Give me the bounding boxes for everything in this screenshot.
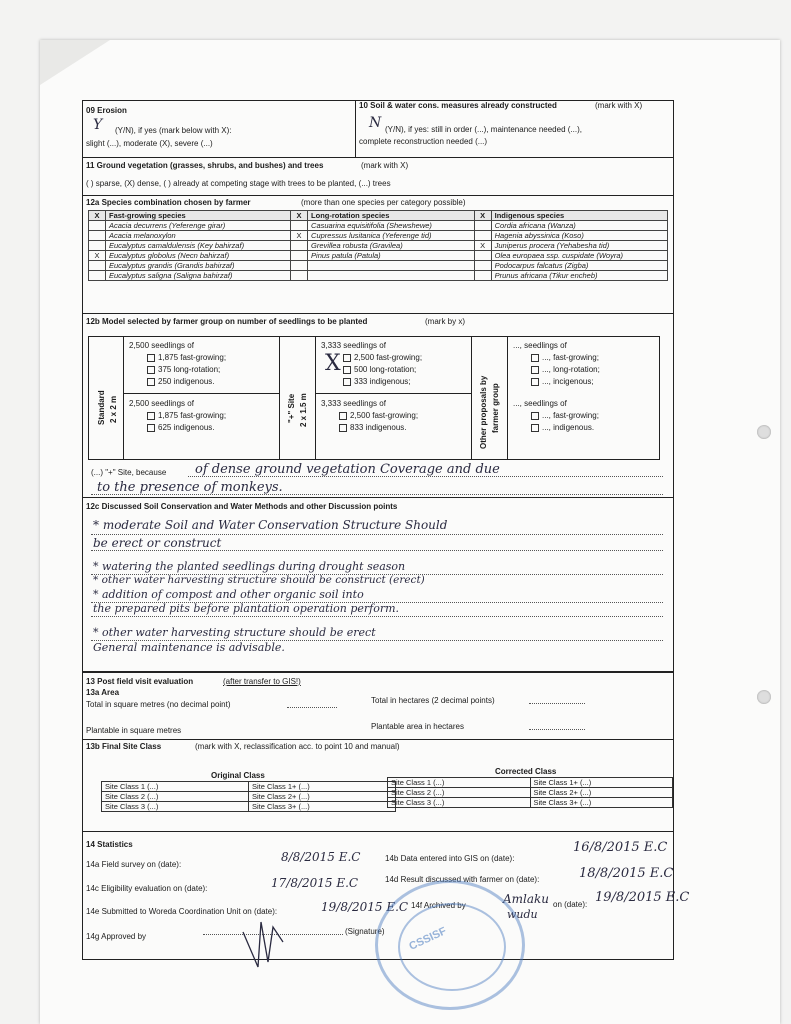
species-row xyxy=(89,221,668,231)
species-header-row xyxy=(89,211,668,221)
discussion-line: * other water harvesting structure should be construct (erect) xyxy=(93,574,425,586)
mark-cell xyxy=(291,221,308,231)
class-title: 13b Final Site Class xyxy=(86,742,162,751)
species-title: 12a Species combination chosen by farmer xyxy=(86,198,251,207)
section-species xyxy=(83,195,673,313)
species-note: (more than one species per category possible) xyxy=(301,198,466,207)
archived-on-label: on (date): xyxy=(553,900,588,909)
mark-cell xyxy=(474,251,491,261)
long-species: Casuarina equisitifolia (Shewshewe) xyxy=(308,221,475,231)
fast-species: Acacia decurrens (Yeferenge girar) xyxy=(106,221,291,231)
soilwater-note: (mark with X) xyxy=(595,101,643,110)
model-mark: X xyxy=(325,351,341,376)
standard-label: Standard xyxy=(97,390,106,425)
vegetation-options: ( ) sparse, (X) dense, ( ) already at competing stage with trees to be planted, (...) trees xyxy=(86,179,391,188)
mark-cell xyxy=(89,241,106,251)
soilwater-title: 10 Soil & water cons. measures already constructed xyxy=(359,101,557,110)
indig-species: Prunus africana (Tikur encheb) xyxy=(491,271,667,281)
approved-label: 14g Approved by xyxy=(86,932,147,941)
long-species xyxy=(308,261,475,271)
plus-a-item: 2,500 fast-growing; xyxy=(343,353,422,362)
indig-species: Podocarpus falcatus (Zigba) xyxy=(491,261,667,271)
gis-date-label: 14b Data entered into GIS on (date): xyxy=(385,854,515,863)
site-class-option[interactable]: Site Class 3 (...) xyxy=(388,798,531,808)
mark-cell xyxy=(474,231,491,241)
standard-size: 2 x 2 m xyxy=(109,395,118,423)
standard-a-item: 375 long-rotation; xyxy=(147,365,220,374)
site-class-option[interactable]: Site Class 3 (...) xyxy=(102,802,249,812)
species-row xyxy=(89,261,668,271)
submitted-date-label: 14e Submitted to Woreda Coordination Unit on (date): xyxy=(86,907,278,916)
archived-date: 19/8/2015 E.C xyxy=(595,890,690,905)
fast-species: Acacia melanoxylon xyxy=(106,231,291,241)
plant-sqm-label: Plantable in square metres xyxy=(86,726,182,735)
indig-species: Cordia africana (Wanza) xyxy=(491,221,667,231)
site-class-option[interactable]: Site Class 2+ (...) xyxy=(249,792,396,802)
submitted-date: 19/8/2015 E.C xyxy=(321,900,409,914)
other-a-item: ..., fast-growing; xyxy=(531,353,599,362)
long-species: Pinus patula (Patula) xyxy=(308,251,475,261)
mark-cell xyxy=(89,221,106,231)
other-b-item: ..., indigenous. xyxy=(531,423,594,432)
other-b-item: ..., fast-growing; xyxy=(531,411,599,420)
header-x: X xyxy=(89,211,106,221)
mark-cell xyxy=(474,271,491,281)
postvisit-note: (after transfer to GIS!) xyxy=(223,677,301,686)
model-grid xyxy=(88,336,660,460)
divider xyxy=(355,101,356,157)
other-label2: farmer group xyxy=(491,383,500,433)
because-label: (...) "+" Site, because xyxy=(91,468,167,477)
fast-species: Eucalyptus grandis (Grandis bahirzaf) xyxy=(106,261,291,271)
standard-b-item: 1,875 fast-growing; xyxy=(147,411,226,420)
plus-b-head: 3,333 seedlings of xyxy=(321,399,386,408)
because-reason: of dense ground vegetation Coverage and due xyxy=(195,462,500,477)
because-reason: to the presence of monkeys. xyxy=(97,480,283,495)
plant-ha-label: Plantable area in hectares xyxy=(371,722,464,731)
punch-hole xyxy=(757,425,771,439)
erosion-answer: Y xyxy=(93,117,103,133)
plus-a-item: 500 long-rotation; xyxy=(343,365,416,374)
plus-site-label: "+" Site xyxy=(287,393,296,423)
corrected-class-table xyxy=(387,777,673,808)
archived-label: 14f Archived by xyxy=(411,901,466,910)
indig-species: Hagenia abyssinica (Koso) xyxy=(491,231,667,241)
standard-a-item: 1,875 fast-growing; xyxy=(147,353,226,362)
mark-cell xyxy=(291,241,308,251)
official-stamp xyxy=(375,880,525,1010)
standard-b-item: 625 indigenous. xyxy=(147,423,215,432)
soilwater-answer: N xyxy=(369,115,382,131)
species-row xyxy=(89,241,668,251)
long-species: Cupressus lusitanica (Yeferenge tid) xyxy=(308,231,475,241)
soilwater-question: (Y/N), if yes: still in order (...), maintenance needed (...), xyxy=(385,125,582,134)
other-a-item: ..., long-rotation; xyxy=(531,365,600,374)
site-class-option[interactable]: Site Class 2 (...) xyxy=(388,788,531,798)
erosion-question: (Y/N), if yes (mark below with X): xyxy=(115,126,232,135)
soilwater-question2: complete reconstruction needed (...) xyxy=(359,137,488,146)
mark-cell xyxy=(474,221,491,231)
survey-form xyxy=(82,100,690,960)
survey-date-label: 14a Field survey on (date): xyxy=(86,860,182,869)
model-note: (mark by x) xyxy=(425,317,465,326)
postvisit-title: 13 Post field visit evaluation xyxy=(86,677,194,686)
discussion-line: * watering the planted seedlings during drought season xyxy=(93,560,406,573)
indig-species: Olea europaea ssp. cuspidate (Woyra) xyxy=(491,251,667,261)
section-discussion xyxy=(83,497,673,659)
mark-cell xyxy=(291,251,308,261)
mark-cell xyxy=(89,261,106,271)
stats-title: 14 Statistics xyxy=(86,840,133,849)
plus-site-size: 2 x 1.5 m xyxy=(299,393,308,427)
site-class-option[interactable]: Site Class 1 (...) xyxy=(102,782,249,792)
site-class-option[interactable]: Site Class 2 (...) xyxy=(102,792,249,802)
long-species: Grevillea robusta (Gravilea) xyxy=(308,241,475,251)
site-class-option[interactable]: Site Class 2+ (...) xyxy=(530,788,673,798)
discussion-line: * moderate Soil and Water Conservation Structure Should xyxy=(93,518,448,532)
class-note: (mark with X, reclassification acc. to point 10 and manual) xyxy=(195,742,400,751)
mark-cell: X xyxy=(474,241,491,251)
eligibility-date: 17/8/2015 E.C xyxy=(271,876,359,890)
archived-name: Amlaku xyxy=(503,892,550,906)
fast-species: Eucalyptus globolus (Necn bahirzaf) xyxy=(106,251,291,261)
discussion-line: General maintenance is advisable. xyxy=(93,641,285,654)
other-a-head: ..., seedlings of xyxy=(513,341,567,350)
mark-cell: X xyxy=(89,251,106,261)
discussion-line: * other water harvesting structure should be erect xyxy=(93,626,376,639)
corrected-class-head: Corrected Class xyxy=(495,767,557,776)
standard-b-head: 2,500 seedlings of xyxy=(129,399,194,408)
total-ha-label: Total in hectares (2 decimal points) xyxy=(371,696,495,705)
mark-cell xyxy=(89,271,106,281)
mark-cell xyxy=(89,231,106,241)
mark-cell: X xyxy=(291,231,308,241)
plus-a-item: 333 indigenous; xyxy=(343,377,411,386)
stamp-text: CSSISF xyxy=(407,925,449,953)
discussion-line: the prepared pits before plantation operation perform. xyxy=(93,602,400,615)
model-title: 12b Model selected by farmer group on number of seedlings to be planted xyxy=(86,317,368,326)
other-b-head: ..., seedlings of xyxy=(513,399,567,408)
erosion-options: slight (...), moderate (X), severe (...) xyxy=(86,139,213,148)
erosion-title: 09 Erosion xyxy=(86,106,127,115)
site-class-option[interactable]: Site Class 3+ (...) xyxy=(530,798,673,808)
signature-label: (Signature) xyxy=(345,927,385,936)
section-model xyxy=(83,313,673,509)
other-label: Other proposals by xyxy=(479,375,488,449)
archived-name2: wudu xyxy=(507,908,538,921)
original-class-table xyxy=(101,781,396,812)
discussed-date-label: 14d Result discussed with farmer on (date): xyxy=(385,875,540,884)
total-sqm-label: Total in square metres (no decimal point) xyxy=(86,700,231,709)
section-vegetation xyxy=(83,157,673,195)
species-row xyxy=(89,271,668,281)
discussed-date: 18/8/2015 E.C xyxy=(579,866,674,881)
header-fast: Fast-growing species xyxy=(106,211,291,221)
discussion-line: be erect or construct xyxy=(93,536,222,550)
survey-date: 8/8/2015 E.C xyxy=(281,850,361,864)
header-x: X xyxy=(291,211,308,221)
site-class-option[interactable]: Site Class 1+ (...) xyxy=(530,778,673,788)
fast-species: Eucalyptus camaldulensis (Key bahirzaf) xyxy=(106,241,291,251)
discussion-line: * addition of compost and other organic soil into xyxy=(93,588,364,601)
site-class-option[interactable]: Site Class 3+ (...) xyxy=(249,802,396,812)
species-row xyxy=(89,251,668,261)
folded-corner xyxy=(40,40,110,85)
original-class-head: Original Class xyxy=(211,771,265,780)
other-a-item: ..., incigenous; xyxy=(531,377,594,386)
signature-scribble xyxy=(233,912,293,972)
section-postvisit xyxy=(83,671,673,819)
discussion-title: 12c Discussed Soil Conservation and Water Methods and other Discussion points xyxy=(86,502,398,511)
plus-a-head: 3,333 seedlings of xyxy=(321,341,386,350)
plus-b-item: 833 indigenous. xyxy=(339,423,407,432)
site-class-option[interactable]: Site Class 1+ (...) xyxy=(249,782,396,792)
standard-a-head: 2,500 seedlings of xyxy=(129,341,194,350)
gis-date: 16/8/2015 E.C xyxy=(573,840,668,855)
mark-cell xyxy=(291,261,308,271)
header-x: X xyxy=(474,211,491,221)
standard-a-item: 250 indigenous. xyxy=(147,377,215,386)
eligibility-date-label: 14c Eligibility evaluation on (date): xyxy=(86,884,208,893)
vegetation-title: 11 Ground vegetation (grasses, shrubs, and bushes) and trees xyxy=(86,161,324,170)
vegetation-note: (mark with X) xyxy=(361,161,409,170)
fast-species: Eucalyptus saligna (Saligna bahirzaf) xyxy=(106,271,291,281)
punch-hole xyxy=(757,690,771,704)
plus-b-item: 2,500 fast-growing; xyxy=(339,411,418,420)
site-class-option[interactable]: Site Class 1 (...) xyxy=(388,778,531,788)
species-table xyxy=(88,210,668,281)
mark-cell xyxy=(474,261,491,271)
long-species xyxy=(308,271,475,281)
indig-species: Juniperus procera (Yehabesha tid) xyxy=(491,241,667,251)
mark-cell xyxy=(291,271,308,281)
header-long: Long-rotation species xyxy=(308,211,475,221)
species-row xyxy=(89,231,668,241)
header-indig: Indigenous species xyxy=(491,211,667,221)
area-title: 13a Area xyxy=(86,688,120,697)
